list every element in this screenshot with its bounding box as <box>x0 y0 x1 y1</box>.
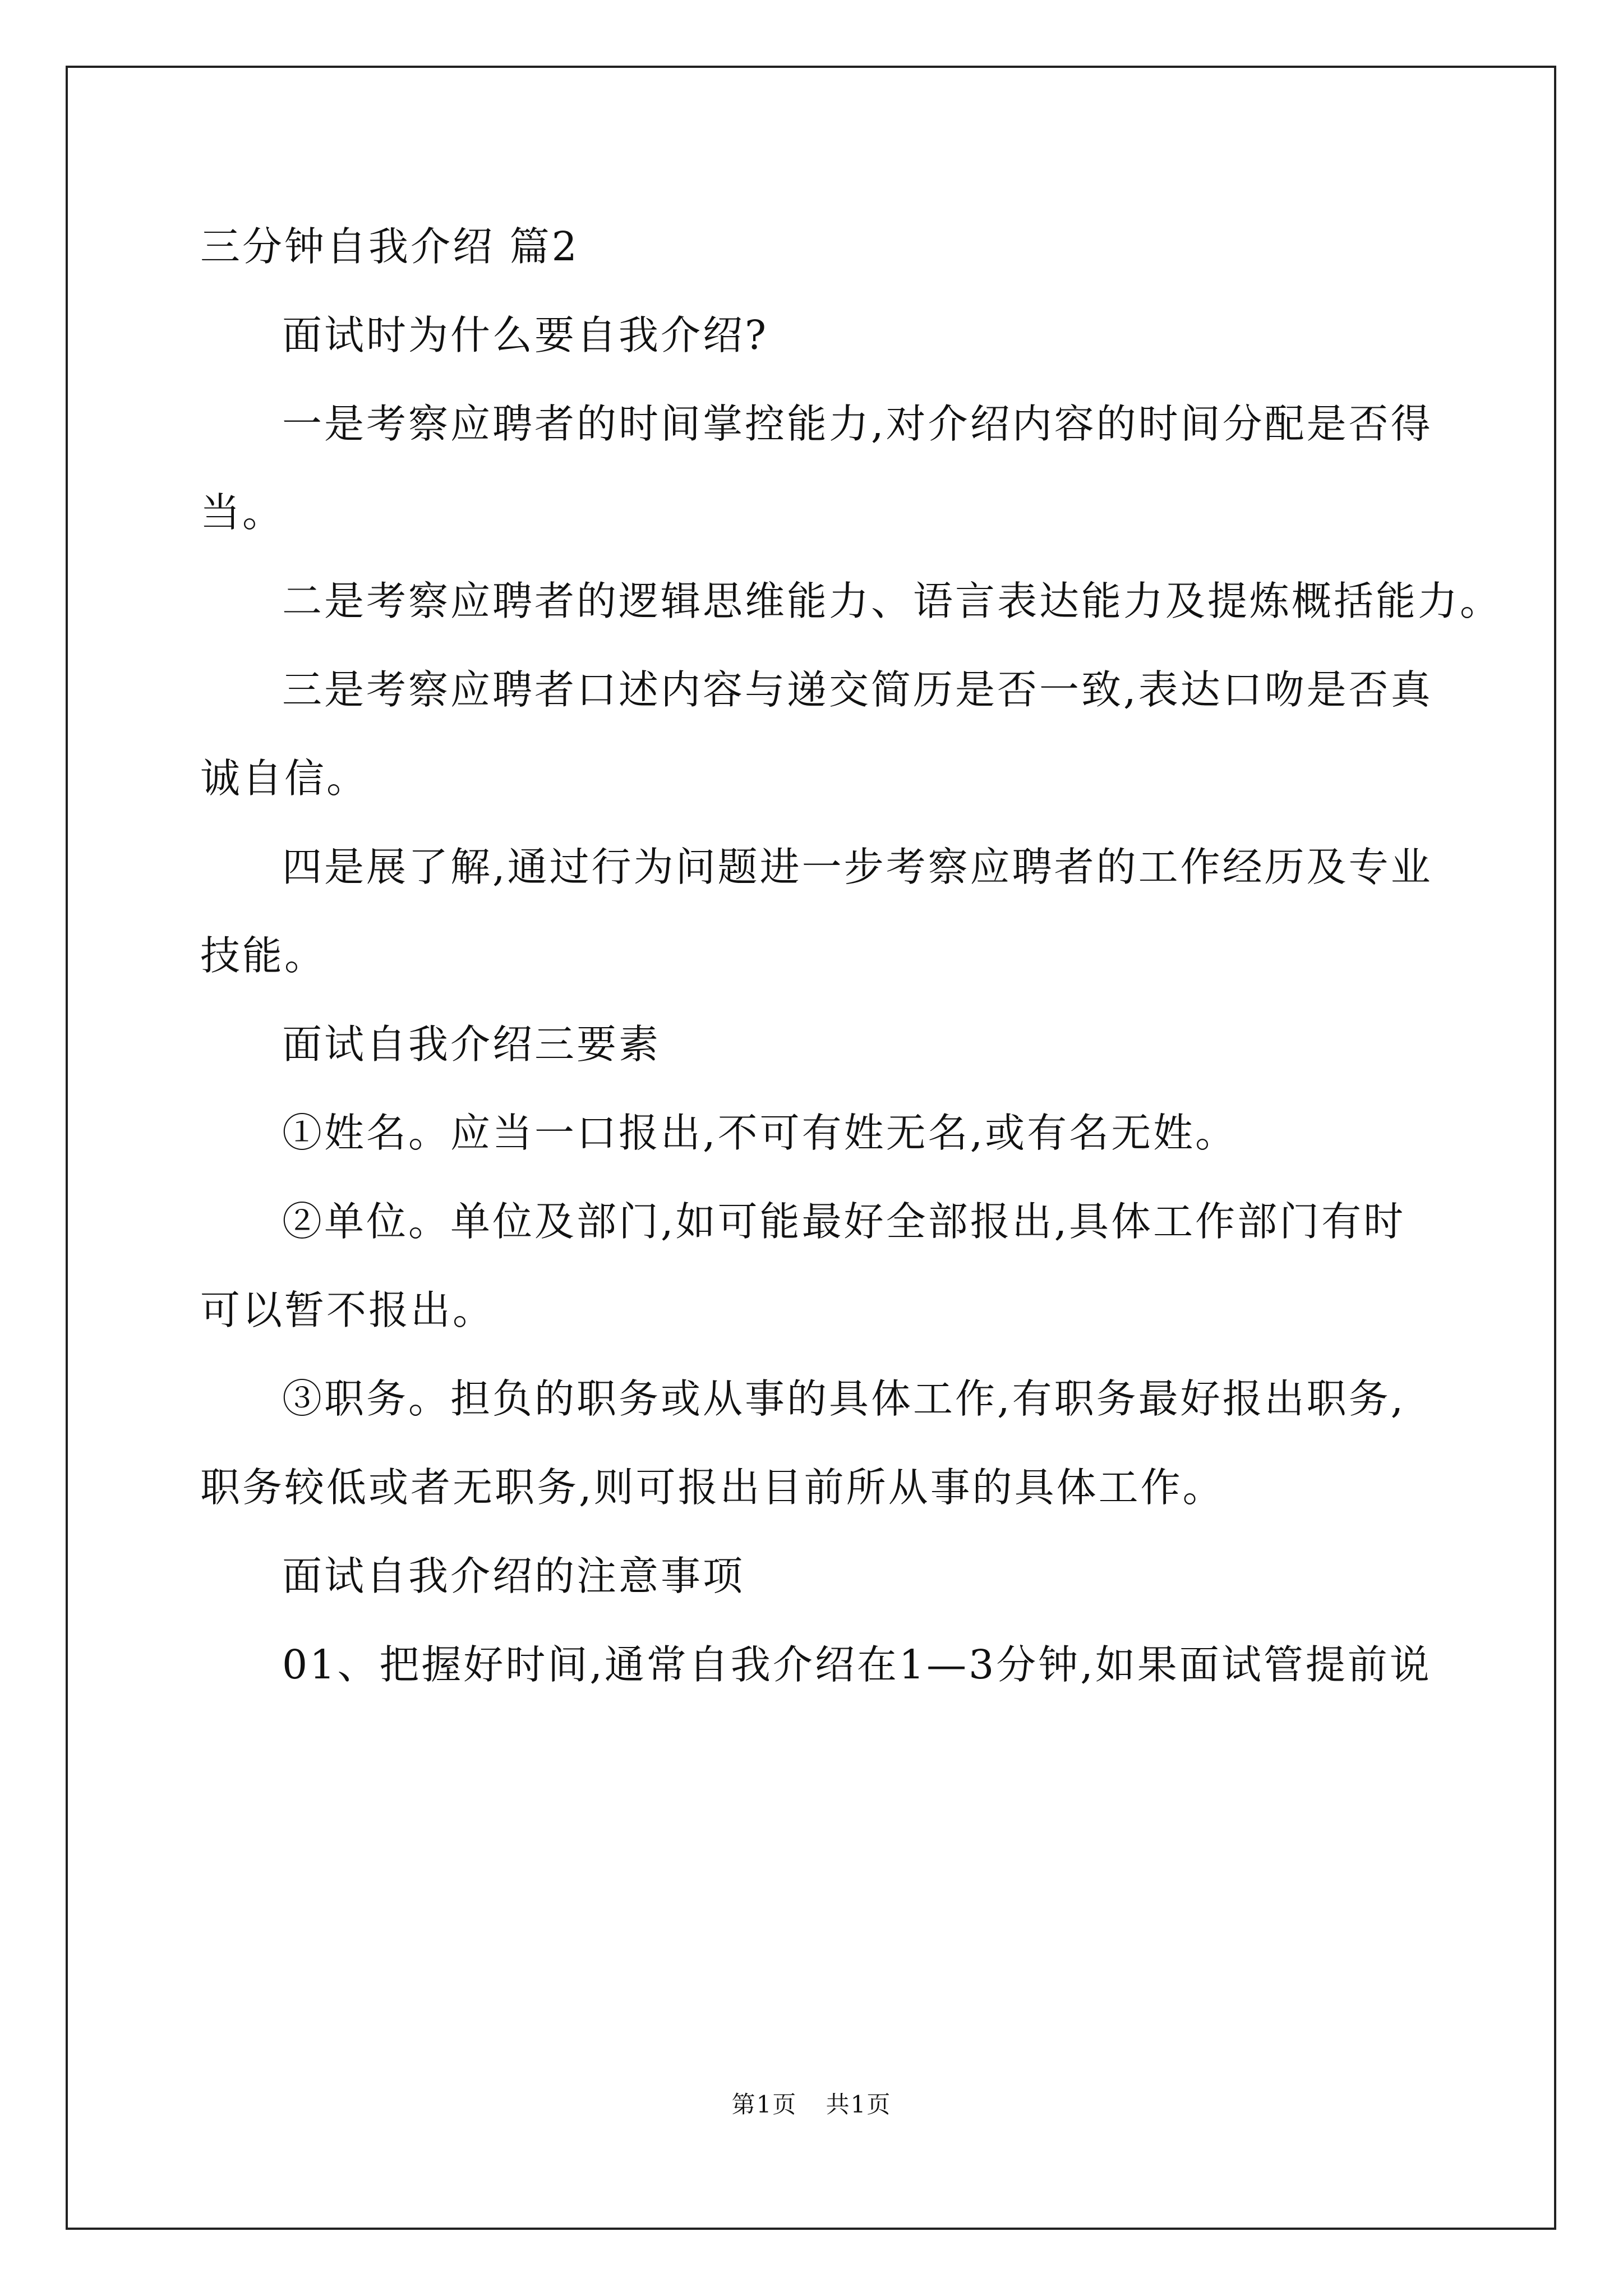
paragraph-line: 职务较低或者无职务,则可报出目前所从事的具体工作。 <box>200 1464 1225 1511</box>
paragraph-line: 三是考察应聘者口述内容与递交简历是否一致,表达口吻是否真 <box>282 666 1433 713</box>
paragraph-line: 四是展了解,通过行为问题进一步考察应聘者的工作经历及专业 <box>282 844 1433 890</box>
paragraph-line: 二是考察应聘者的逻辑思维能力、语言表达能力及提炼概括能力。 <box>282 578 1502 624</box>
page-number-total: 共1页 <box>826 2091 892 2118</box>
paragraph-line: 一是考察应聘者的时间掌控能力,对介绍内容的时间分配是否得 <box>282 401 1433 447</box>
paragraph-line: 当。 <box>200 489 285 536</box>
paragraph-line: 面试时为什么要自我介绍? <box>282 312 769 358</box>
paragraph-line: ③职务。担负的职务或从事的具体工作,有职务最好报出职务, <box>282 1375 1406 1422</box>
paragraph-line: 诚自信。 <box>200 755 369 802</box>
document-heading: 三分钟自我介绍 篇2 <box>200 223 579 270</box>
paragraph-line: ②单位。单位及部门,如可能最好全部报出,具体工作部门有时 <box>282 1198 1406 1245</box>
paragraph-line: 01、把握好时间,通常自我介绍在1—3分钟,如果面试管提前说 <box>282 1641 1432 1688</box>
paragraph-line: 技能。 <box>200 932 327 979</box>
section-heading: 面试自我介绍的注意事项 <box>282 1553 745 1599</box>
page-footer <box>0 2088 1623 2122</box>
paragraph-line: ①姓名。应当一口报出,不可有姓无名,或有名无姓。 <box>282 1110 1238 1156</box>
paragraph-line: 可以暂不报出。 <box>200 1287 495 1333</box>
section-heading: 面试自我介绍三要素 <box>282 1021 661 1068</box>
page-number-current: 第1页 <box>731 2091 797 2118</box>
